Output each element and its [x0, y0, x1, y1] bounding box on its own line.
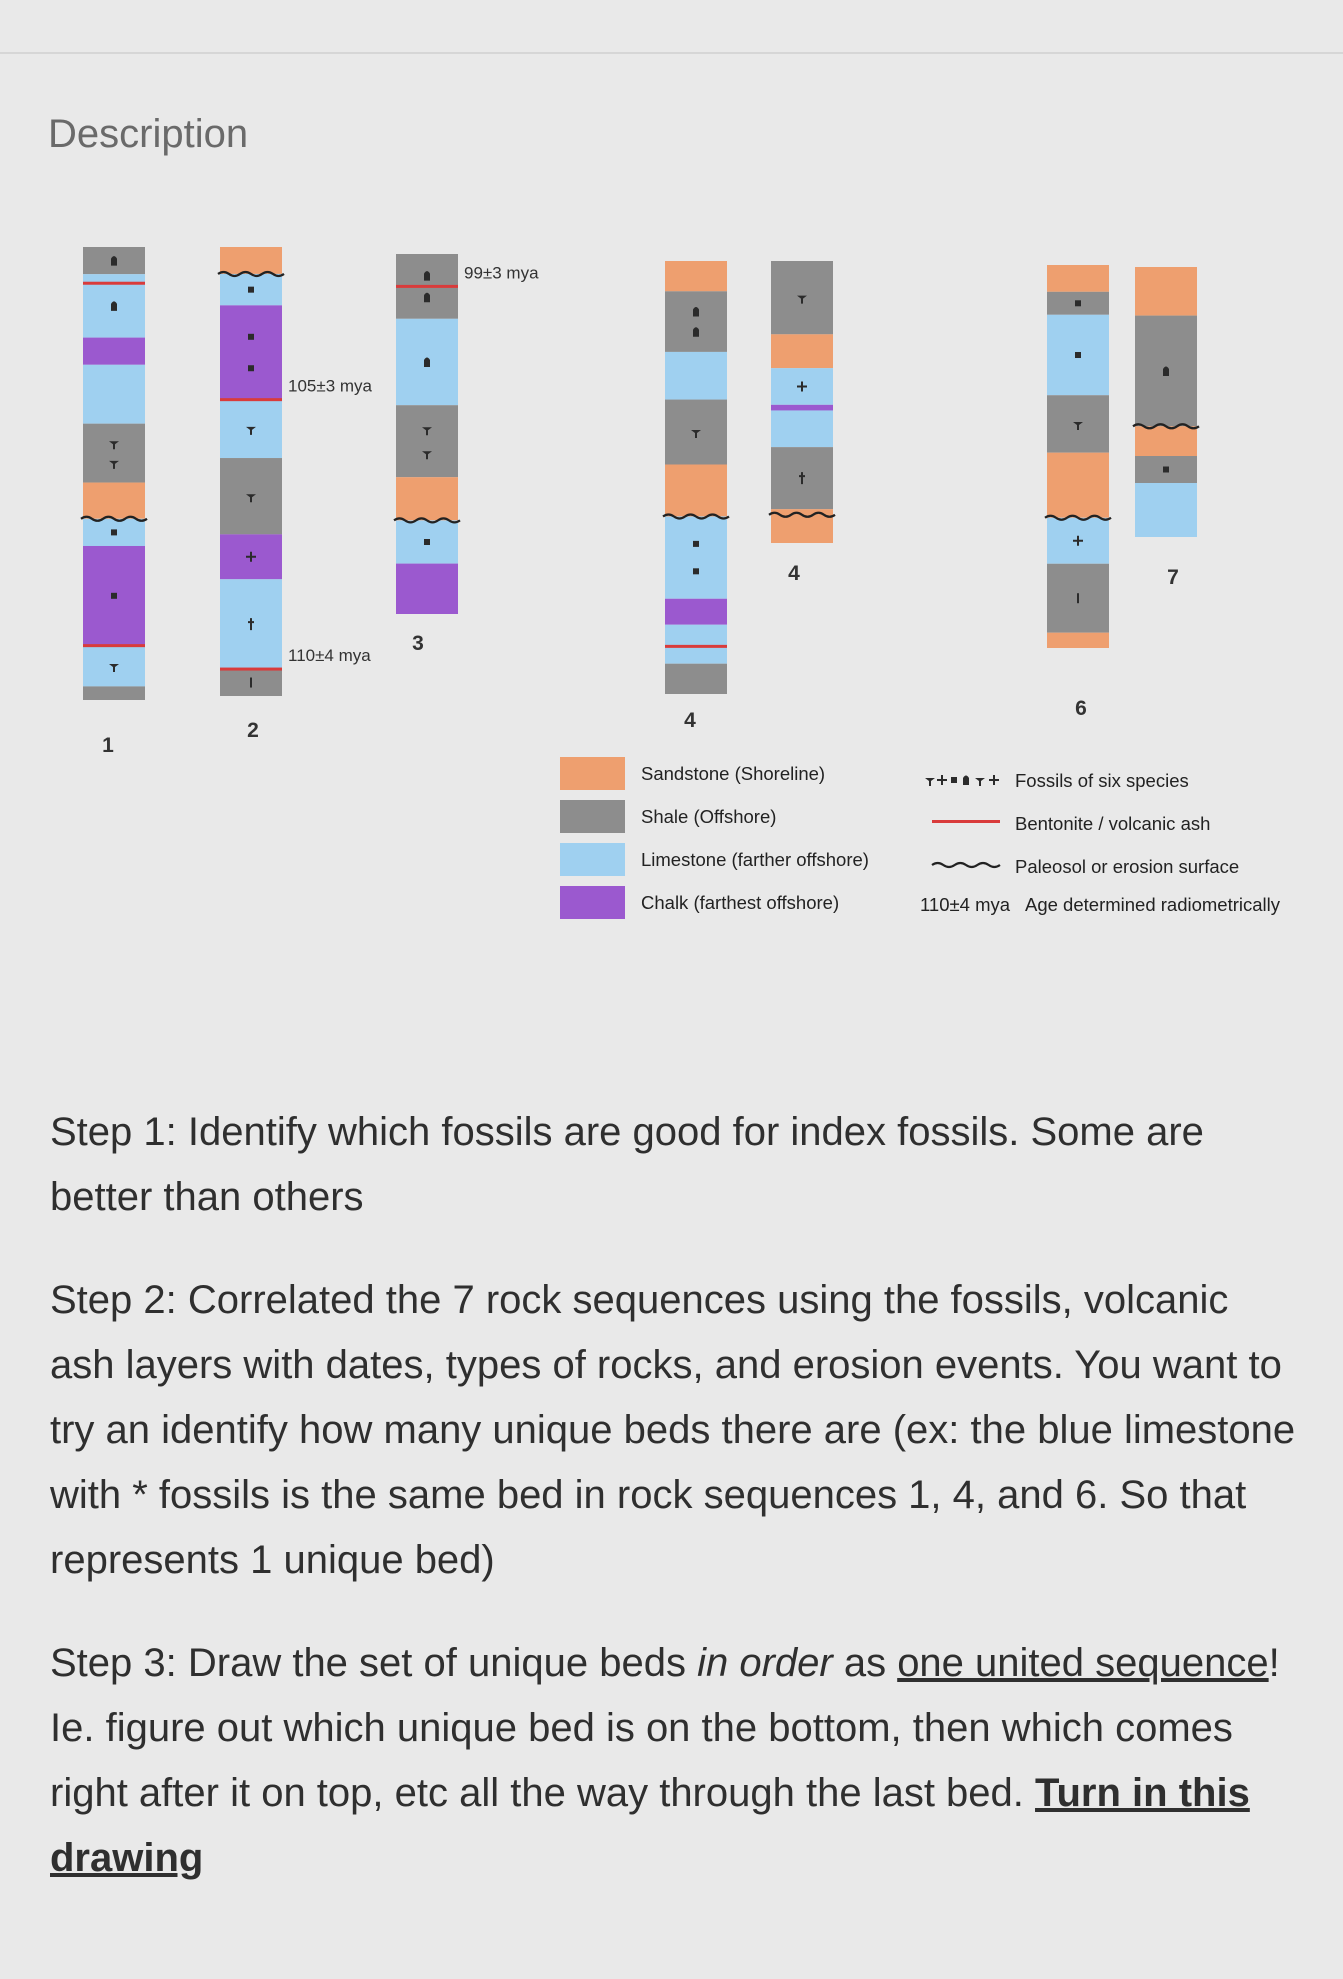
column-4-bed-7-chalk	[665, 599, 727, 625]
column-7-fossil-skull	[1163, 366, 1169, 376]
column-1-bed-5-shale	[83, 424, 145, 483]
legend-erosion-line	[932, 863, 1000, 867]
column-3-bed-6-chalk	[396, 564, 458, 614]
column-2-fossil-square	[248, 334, 254, 340]
column-3-fossil-square	[424, 539, 430, 545]
column-7-bed-3-sandstone	[1135, 426, 1197, 456]
legend-label-limestone: Limestone (farther offshore)	[641, 849, 869, 870]
step-1-text: Step 1: Identify which fossils are good for index fossils. Some are better than others	[50, 1110, 1204, 1219]
column-6-bed-8-sandstone	[1047, 633, 1109, 648]
legend-fossil-cross	[937, 775, 947, 785]
column-6-fossil-square	[1075, 300, 1081, 306]
step-3-in-order: in order	[697, 1641, 833, 1685]
column-3-ash-layer-1	[396, 285, 458, 288]
column-5-bed-2-sandstone	[771, 334, 833, 368]
column-3-fossil-skull	[424, 293, 430, 303]
legend-swatch-chalk	[560, 886, 625, 919]
column-1-ash-layer-2	[83, 644, 145, 647]
column-1-fossil-square	[111, 593, 117, 599]
column-2-ash-layer-1	[220, 398, 282, 401]
column-4-fossil-square	[693, 568, 699, 574]
step-2-text: Step 2: Correlated the 7 rock sequences using the fossils, volcanic ash layers with dates, types of rocks, and erosion events. You want to try an identify how many unique beds there are (ex: the blue limestone with * fossils is the same bed in rock sequences 1, 4, and 6. So that represents 1 unique bed)	[50, 1278, 1296, 1582]
legend-fossil-star	[925, 778, 935, 786]
column-1-label: 1	[102, 734, 114, 757]
column-2-ash-layer-2	[220, 668, 282, 671]
step-3-united-sequence: one united sequence	[897, 1641, 1269, 1685]
legend-swatch-limestone	[560, 843, 625, 876]
column-4-fossil-skull	[693, 307, 699, 317]
step-3-part-e: ! Ie. figure out which unique bed is on the bottom, then which comes right after it on top, etc all the way through the last bed.	[50, 1641, 1280, 1815]
column-3-bed-4-sandstone	[396, 477, 458, 520]
step-2	[50, 1268, 1300, 1593]
column-1-fossil-square	[111, 529, 117, 535]
column-1-fossil-skull	[111, 301, 117, 311]
step-3-part-a: Step 3: Draw the set of unique beds	[50, 1641, 698, 1685]
column-1-bed-4-limestone	[83, 365, 145, 424]
legend-label-fossils: Fossils of six species	[1015, 770, 1189, 791]
column-6-bed-5-sandstone	[1047, 453, 1109, 518]
column-3-bed-3-shale	[396, 405, 458, 477]
column-3-fossil-skull	[424, 358, 430, 368]
legend-swatch-sandstone	[560, 757, 625, 790]
legend-fossil-skull	[963, 776, 969, 786]
column-2-bed-1-sandstone	[220, 247, 282, 274]
column-7-bed-1-sandstone	[1135, 267, 1197, 316]
step-3-turn-in: Turn in this drawing	[50, 1771, 1250, 1880]
legend-fossil-cross	[989, 775, 999, 785]
legend-label-chalk: Chalk (farthest offshore)	[641, 892, 840, 913]
legend-date-example: 110±4 mya	[920, 894, 1011, 915]
legend-label-shale: Shale (Offshore)	[641, 806, 777, 827]
stratigraphic-columns-diagram	[0, 0, 1343, 960]
legend-date-label: Age determined radiometrically	[1025, 894, 1281, 915]
column-7-label: 7	[1167, 566, 1179, 589]
column-2-fossil-bar	[250, 678, 252, 688]
column-4-ash-layer-1	[665, 645, 727, 648]
column-2-fossil-square	[248, 365, 254, 371]
column-1-bed-3-chalk	[83, 338, 145, 365]
column-5-label: 4	[788, 562, 800, 585]
legend-label-ash: Bentonite / volcanic ash	[1015, 813, 1211, 834]
column-4-bed-6-limestone	[665, 516, 727, 598]
column-4-bed-8-limestone	[665, 625, 727, 664]
column-4-bed-9-shale	[665, 664, 727, 694]
legend-label-erosion: Paleosol or erosion surface	[1015, 856, 1240, 877]
step-1	[50, 1100, 1300, 1230]
column-6-fossil-square	[1075, 352, 1081, 358]
description-heading: Description	[48, 112, 249, 156]
step-3	[50, 1631, 1300, 1891]
column-4-fossil-square	[693, 541, 699, 547]
column-4-label: 4	[684, 709, 696, 732]
column-2-fossil-square	[248, 287, 254, 293]
column-1-bed-10-shale	[83, 686, 145, 700]
step-3-text	[50, 1631, 1300, 1891]
column-3-label: 3	[412, 632, 424, 655]
column-3-fossil-skull	[424, 271, 430, 281]
column-2-date-label-1: 105±3 mya	[288, 376, 372, 396]
legend-label-sandstone: Sandstone (Shoreline)	[641, 763, 826, 784]
legend-swatch-shale	[560, 800, 625, 833]
column-4-bed-5-sandstone	[665, 465, 727, 517]
legend-fossil-square	[951, 777, 957, 783]
legend-fossil-star	[975, 778, 985, 786]
column-7-fossil-square	[1163, 467, 1169, 473]
column-5-bed-4-chalk	[771, 405, 833, 411]
column-4-bed-1-sandstone	[665, 261, 727, 291]
column-6-fossil-bar	[1077, 593, 1079, 603]
column-5-bed-5-limestone	[771, 410, 833, 447]
legend-ash-line	[932, 820, 1000, 823]
column-7-bed-5-limestone	[1135, 483, 1197, 537]
step-3-part-c: as	[832, 1641, 898, 1685]
instructions	[50, 1100, 1300, 1929]
column-1-fossil-skull	[111, 256, 117, 266]
column-2-label: 2	[247, 719, 259, 742]
column-4-bed-3-limestone	[665, 352, 727, 400]
column-6-bed-1-sandstone	[1047, 265, 1109, 292]
column-4-bed-2-shale	[665, 291, 727, 352]
column-1-bed-6-sandstone	[83, 483, 145, 519]
column-6-label: 6	[1075, 697, 1087, 720]
column-2-bed-3-chalk	[220, 305, 282, 399]
column-3-date-label-1: 99±3 mya	[464, 263, 539, 283]
column-4-fossil-skull	[693, 327, 699, 337]
column-2-date-label-2: 110±4 mya	[288, 646, 371, 666]
column-1-ash-layer-1	[83, 282, 145, 285]
